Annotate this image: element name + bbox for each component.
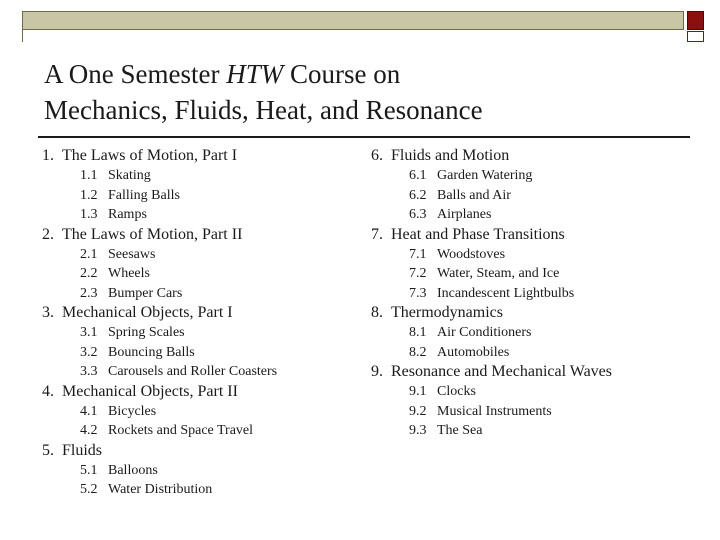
subsection-number: 6.3 (409, 207, 427, 222)
subsection-label: Rockets and Space Travel (108, 423, 254, 438)
left-column (42, 146, 342, 500)
subsection-number: 3.3 (80, 364, 98, 379)
section-number: 8. (371, 304, 383, 321)
section-title (42, 146, 342, 166)
subsection-label: Falling Balls (108, 187, 180, 203)
section-title (371, 146, 691, 166)
subsection-item (42, 245, 342, 265)
subsection-item (371, 245, 691, 265)
section-label: The Laws of Motion, Part I (62, 147, 238, 164)
section-label: Fluids (62, 441, 103, 459)
subsection-label: Air Conditioners (437, 325, 532, 340)
subsection-label: The Sea (437, 423, 483, 438)
subsection-item (371, 284, 691, 304)
subsection-item (42, 402, 342, 422)
section-number: 4. (42, 382, 54, 400)
subsection-item (42, 362, 342, 382)
corner-square-dark (687, 11, 704, 30)
subsection-label: Skating (108, 168, 151, 183)
section-title (371, 225, 691, 245)
section-number: 7. (371, 225, 383, 243)
corner-square-light (687, 31, 704, 42)
subsection-label: Automobiles (437, 344, 510, 360)
subsection-number: 9.2 (409, 403, 427, 419)
outline-section (42, 303, 342, 382)
subsection-label: Carousels and Roller Coasters (108, 364, 278, 379)
subsection-number: 1.3 (80, 207, 98, 222)
section-title (371, 303, 691, 323)
subsection-item (42, 205, 342, 225)
subsection-number: 1.2 (80, 187, 98, 203)
subsection-label: Wheels (108, 266, 150, 281)
section-number: 2. (42, 225, 54, 243)
subsection-number: 2.2 (80, 266, 98, 281)
subsection-number: 1.1 (80, 168, 98, 183)
subsection-item (371, 343, 691, 363)
subsection-number: 4.1 (80, 403, 98, 419)
subsection-number: 8.2 (409, 344, 427, 360)
subsection-label: Seesaws (108, 246, 156, 262)
subsection-label: Garden Watering (437, 168, 533, 183)
outline-section (371, 362, 691, 441)
subsection-number: 2.1 (80, 246, 98, 262)
subsection-item (371, 382, 691, 402)
subsection-item (371, 264, 691, 284)
section-label: Resonance and Mechanical Waves (391, 363, 612, 380)
section-number: 5. (42, 441, 54, 459)
subsection-item (42, 166, 342, 186)
subsection-item (371, 166, 691, 186)
header-bar (22, 11, 684, 30)
subsection-label: Airplanes (437, 207, 492, 222)
section-title (371, 362, 691, 382)
subsection-number: 8.1 (409, 325, 427, 340)
subsection-item (42, 284, 342, 304)
section-title (42, 225, 342, 245)
header-tick (22, 30, 23, 42)
outline-section (42, 225, 342, 304)
outline-section (371, 146, 691, 225)
subsection-number: 4.2 (80, 423, 98, 438)
subsection-item (42, 343, 342, 363)
subsection-item (42, 480, 342, 500)
subsection-label: Bouncing Balls (108, 344, 195, 360)
subsection-number: 9.1 (409, 384, 427, 399)
section-number: 6. (371, 147, 383, 164)
section-number: 9. (371, 363, 383, 380)
subsection-number: 2.3 (80, 285, 98, 301)
subsection-label: Water, Steam, and Ice (437, 266, 560, 281)
subsection-number: 9.3 (409, 423, 427, 438)
subsection-item (42, 186, 342, 206)
title-rule (38, 136, 690, 138)
subsection-number: 5.2 (80, 482, 98, 497)
title-line-2: Mechanics, Fluids, Heat, and Resonance (44, 95, 483, 125)
section-label: Mechanical Objects, Part II (62, 382, 238, 400)
section-label: Mechanical Objects, Part I (62, 304, 233, 321)
subsection-label: Balloons (108, 462, 158, 478)
section-number: 1. (42, 147, 54, 164)
subsection-label: Balls and Air (437, 187, 511, 203)
section-label: Fluids and Motion (391, 147, 510, 164)
subsection-item (42, 421, 342, 441)
outline-section (371, 225, 691, 304)
subsection-number: 7.3 (409, 285, 427, 301)
subsection-number: 3.1 (80, 325, 98, 340)
section-title (42, 441, 342, 461)
title-prefix: A One Semester (44, 59, 227, 89)
subsection-item (371, 402, 691, 422)
section-number: 3. (42, 304, 54, 321)
outline-section (42, 146, 342, 225)
subsection-number: 6.2 (409, 187, 427, 203)
title-line-1 (44, 56, 483, 92)
subsection-label: Bumper Cars (108, 285, 183, 301)
slide-title (44, 56, 483, 128)
subsection-number: 7.1 (409, 246, 427, 262)
subsection-label: Spring Scales (108, 325, 185, 340)
subsection-label: Woodstoves (437, 246, 506, 262)
subsection-number: 7.2 (409, 266, 427, 281)
section-label: The Laws of Motion, Part II (62, 225, 243, 243)
section-label: Heat and Phase Transitions (391, 225, 565, 243)
title-suffix: Course on (283, 59, 401, 89)
subsection-label: Ramps (108, 207, 147, 222)
subsection-label: Incandescent Lightbulbs (437, 285, 575, 301)
section-title (42, 303, 342, 323)
outline-section (42, 441, 342, 500)
subsection-item (42, 264, 342, 284)
subsection-number: 3.2 (80, 344, 98, 360)
subsection-item (42, 323, 342, 343)
subsection-label: Water Distribution (108, 482, 213, 497)
subsection-label: Musical Instruments (437, 403, 552, 419)
section-title (42, 382, 342, 402)
subsection-item (371, 421, 691, 441)
subsection-label: Bicycles (108, 403, 157, 419)
right-column (371, 146, 691, 441)
outline-section (371, 303, 691, 362)
outline-section (42, 382, 342, 441)
subsection-item (371, 323, 691, 343)
subsection-label: Clocks (437, 384, 476, 399)
subsection-number: 6.1 (409, 168, 427, 183)
subsection-item (371, 186, 691, 206)
subsection-item (42, 461, 342, 481)
subsection-number: 5.1 (80, 462, 98, 478)
section-label: Thermodynamics (391, 304, 503, 321)
subsection-item (371, 205, 691, 225)
title-italic: HTW (226, 59, 284, 89)
